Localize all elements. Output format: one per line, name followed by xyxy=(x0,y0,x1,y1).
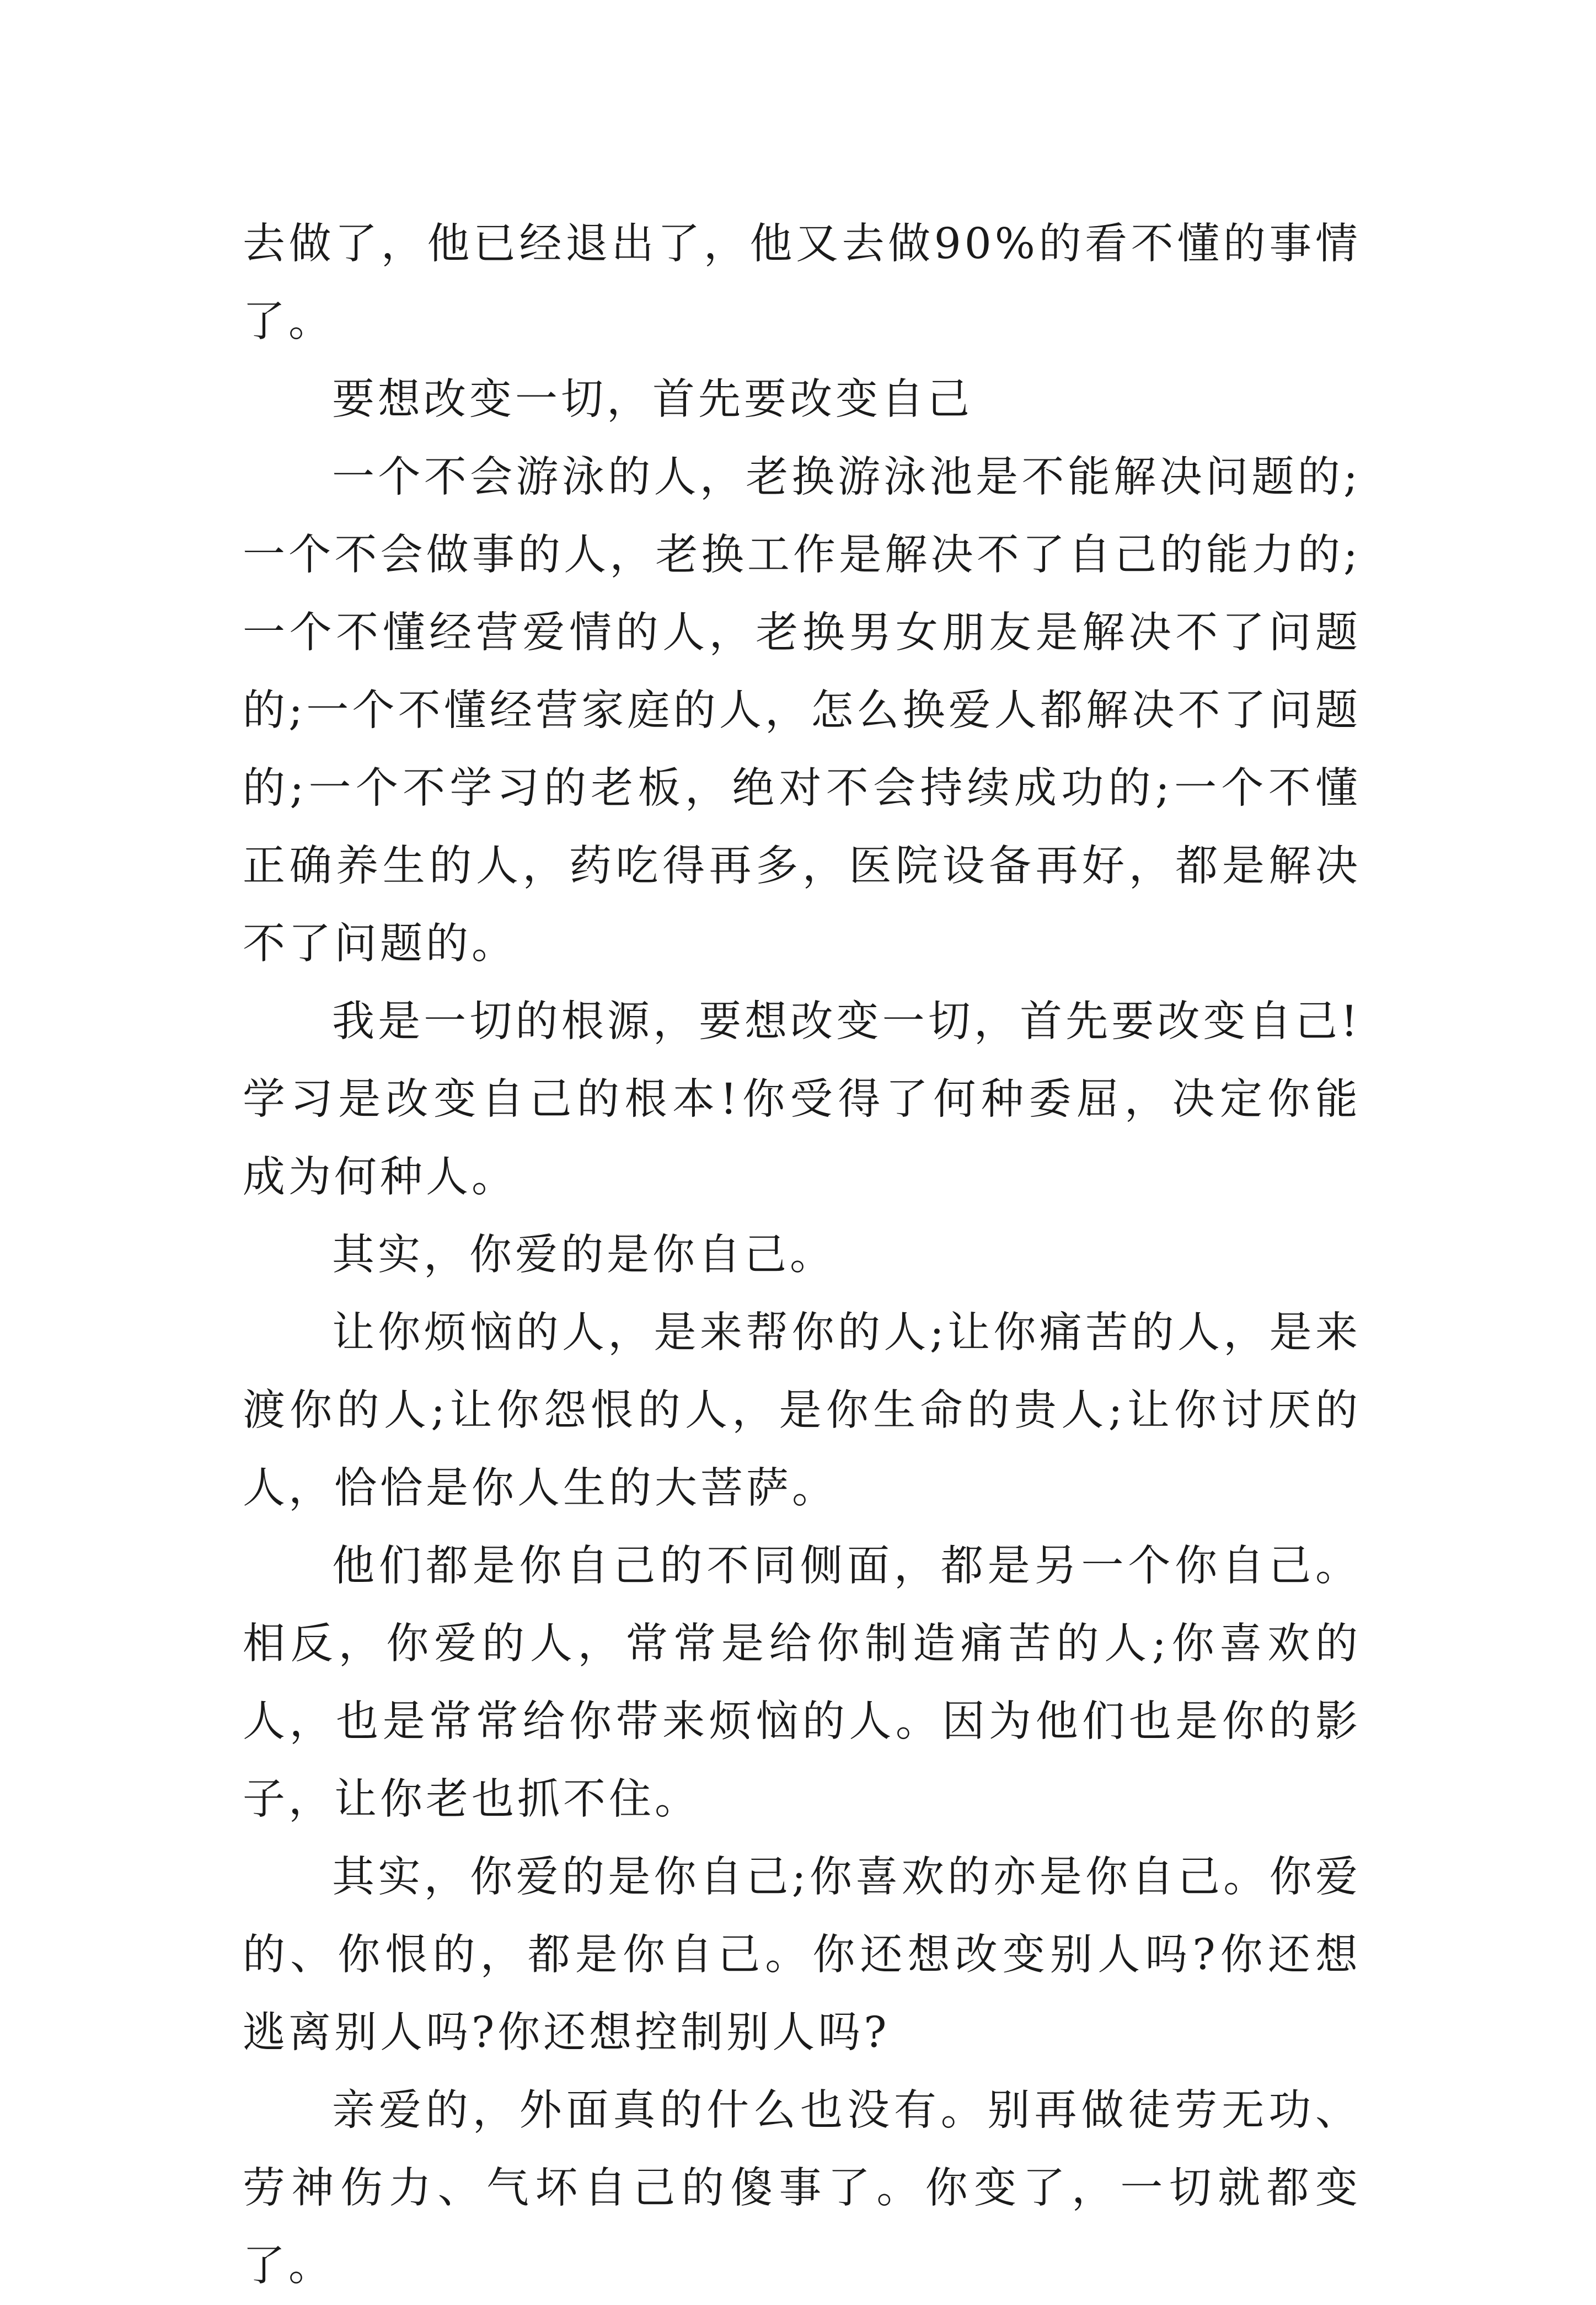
paragraph: 其实，你爱的是你自己;你喜欢的亦是你自己。你爱的、你恨的，都是你自己。你还想改变别人吗?你还想逃离别人吗?你还想控制别人吗? xyxy=(243,1853,1361,2057)
paragraph: 让你烦恼的人，是来帮你的人;让你痛苦的人，是来渡你的人;让你怨恨的人，是你生命的贵人;让你讨厌的人，恰恰是你人生的大菩萨。 xyxy=(243,1308,1361,1513)
body-text xyxy=(243,205,1361,2305)
paragraph: 其实，你爱的是你自己。 xyxy=(332,1231,836,1280)
section-heading: 要想改变一切，首先要改变自己 xyxy=(332,375,973,424)
paragraph: 他们都是你自己的不同侧面，都是另一个你自己。相反，你爱的人，常常是给你制造痛苦的人;你喜欢的人，也是常常给你带来烦恼的人。因为他们也是你的影子，让你老也抓不住。 xyxy=(243,1542,1361,1824)
paragraph: 一个不会游泳的人，老换游泳池是不能解决问题的;一个不会做事的人，老换工作是解决不了自己的能力的;一个不懂经营爱情的人，老换男女朋友是解决不了问题的;一个不懂经营家庭的人，怎么换爱人都解决不了问题的;一个不学习的老板，绝对不会持续成功的;一个不懂正确养生的人，药吃得再多，医院设备再好，都是解决不了问题的。 xyxy=(243,453,1361,969)
paragraph: 亲爱的，外面真的什么也没有。别再做徒劳无功、劳神伤力、气坏自己的傻事了。你变了，一切就都变了。 xyxy=(243,2086,1361,2291)
paragraph-continuation: 去做了，他已经退出了，他又去做90%的看不懂的事情了。 xyxy=(243,220,1361,346)
paragraph: 我是一切的根源，要想改变一切，首先要改变自己!学习是改变自己的根本!你受得了何种委屈，决定你能成为何种人。 xyxy=(243,997,1361,1202)
